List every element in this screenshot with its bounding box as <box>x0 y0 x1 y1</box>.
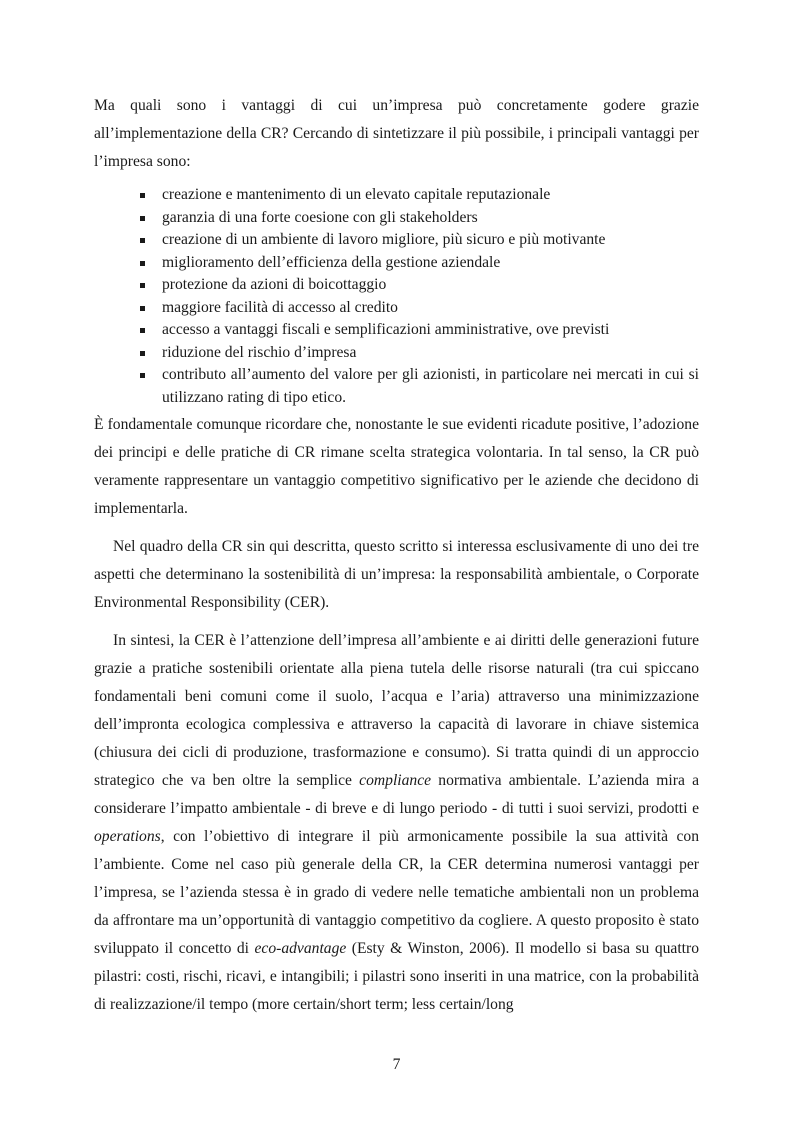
list-item <box>162 274 699 297</box>
list-item-text: creazione e mantenimento di un elevato capitale reputazionale <box>162 186 551 203</box>
square-bullet-icon <box>140 283 145 288</box>
paragraph-intro: Ma quali sono i vantaggi di cui un’impresa può concretamente godere grazie all’implementazione della CR? Cercando di sintetizzare il più possibile, i principali vantaggi per l’impresa sono: <box>94 97 699 170</box>
paragraph-voluntary-choice: È fondamentale comunque ricordare che, nonostante le sue evidenti ricadute positive, l’adozione dei principi e delle pratiche di CR rimane scelta strategica volontaria. In tal senso, la CR può veramente rappresentare un vantaggio competitivo significativo per le aziende che decidono di implementarla. <box>94 416 699 517</box>
list-item-text: riduzione del rischio d’impresa <box>162 343 357 361</box>
list-item-text: creazione di un ambiente di lavoro migliore, più sicuro e più motivante <box>162 231 606 248</box>
list-item-text: accesso a vantaggi fiscali e semplificazioni amministrative, ove previsti <box>162 321 610 338</box>
list-item <box>162 364 699 409</box>
square-bullet-icon <box>140 238 145 243</box>
list-item-text: contributo all’aumento del valore per gli azionisti, in particolare nei mercati in cui si utilizzano rating di tipo etico. <box>162 366 699 406</box>
square-bullet-icon <box>140 328 145 333</box>
list-item-text: miglioramento dell’efficienza della gestione aziendale <box>162 253 501 271</box>
square-bullet-icon <box>140 351 145 356</box>
page-number: 7 <box>392 1056 401 1073</box>
square-bullet-icon <box>140 193 145 198</box>
paragraph-text: (Esty & Winston, 2006). Il modello si basa su quattro pilastri: costi, rischi, ricavi, e intangibili; i pilastri sono inseriti in una matrice, con la probabilità di realizzazione/il tempo (more certain/short term; less certain/long <box>94 940 699 1013</box>
paragraph-text: In sintesi, la CER è l’attenzione dell’impresa all’ambiente e ai diritti delle generazioni future grazie a pratiche sostenibili orientate alla piena tutela delle risorse naturali (tra cui spiccano fondamentali beni comuni come il suolo, l’acqua e l’aria) attraverso una minimizzazione dell’impronta ecologica complessiva e attraverso la capacità di lavorare in chiave sistemica (chiusura dei cicli di produzione, trasformazione e consumo). Si tratta quindi di un approccio strategico che va ben oltre la semplice <box>94 632 699 789</box>
list-item-text: garanzia di una forte coesione con gli stakeholders <box>162 208 478 226</box>
list-item <box>162 342 699 365</box>
square-bullet-icon <box>140 306 145 311</box>
list-item-text: maggiore facilità di accesso al credito <box>162 298 398 316</box>
square-bullet-icon <box>140 261 145 266</box>
document-page <box>94 92 699 1019</box>
list-item <box>162 252 699 275</box>
list-item-text: protezione da azioni di boicottaggio <box>162 276 387 293</box>
list-item <box>162 319 699 342</box>
italic-term: compliance <box>359 772 432 789</box>
list-item <box>162 229 699 252</box>
italic-term: operations <box>94 828 161 845</box>
paragraph-cer-intro: Nel quadro della CR sin qui descritta, questo scritto si interessa esclusivamente di uno dei tre aspetti che determinano la sostenibilità di un’impresa: la responsabilità ambientale, o Corporate Environmental Responsibility (CER). <box>94 538 699 611</box>
paragraph-text: normativa ambientale. L’azienda mira a considerare l’impatto ambientale - di breve e di lungo periodo - di tutti i suoi servizi, prodotti e <box>94 772 699 817</box>
advantages-list <box>94 184 699 409</box>
list-item <box>162 184 699 207</box>
square-bullet-icon <box>140 373 145 378</box>
list-item <box>162 297 699 320</box>
paragraph-text: , con l’obiettivo di integrare il più armonicamente possibile la sua attività con l’ambiente. Come nel caso più generale della CR, la CER determina numerosi vantaggi per l’impresa, se l’azienda stessa è in grado di vedere nelle tematiche ambientali non un problema da affrontare ma un’opportunità di vantaggio competitivo da cogliere. A questo proposito è stato sviluppato il concetto di <box>94 828 699 957</box>
square-bullet-icon <box>140 216 145 221</box>
paragraph-cer-definition <box>94 627 699 1019</box>
list-item <box>162 207 699 230</box>
italic-term: eco-advantage <box>254 940 347 957</box>
